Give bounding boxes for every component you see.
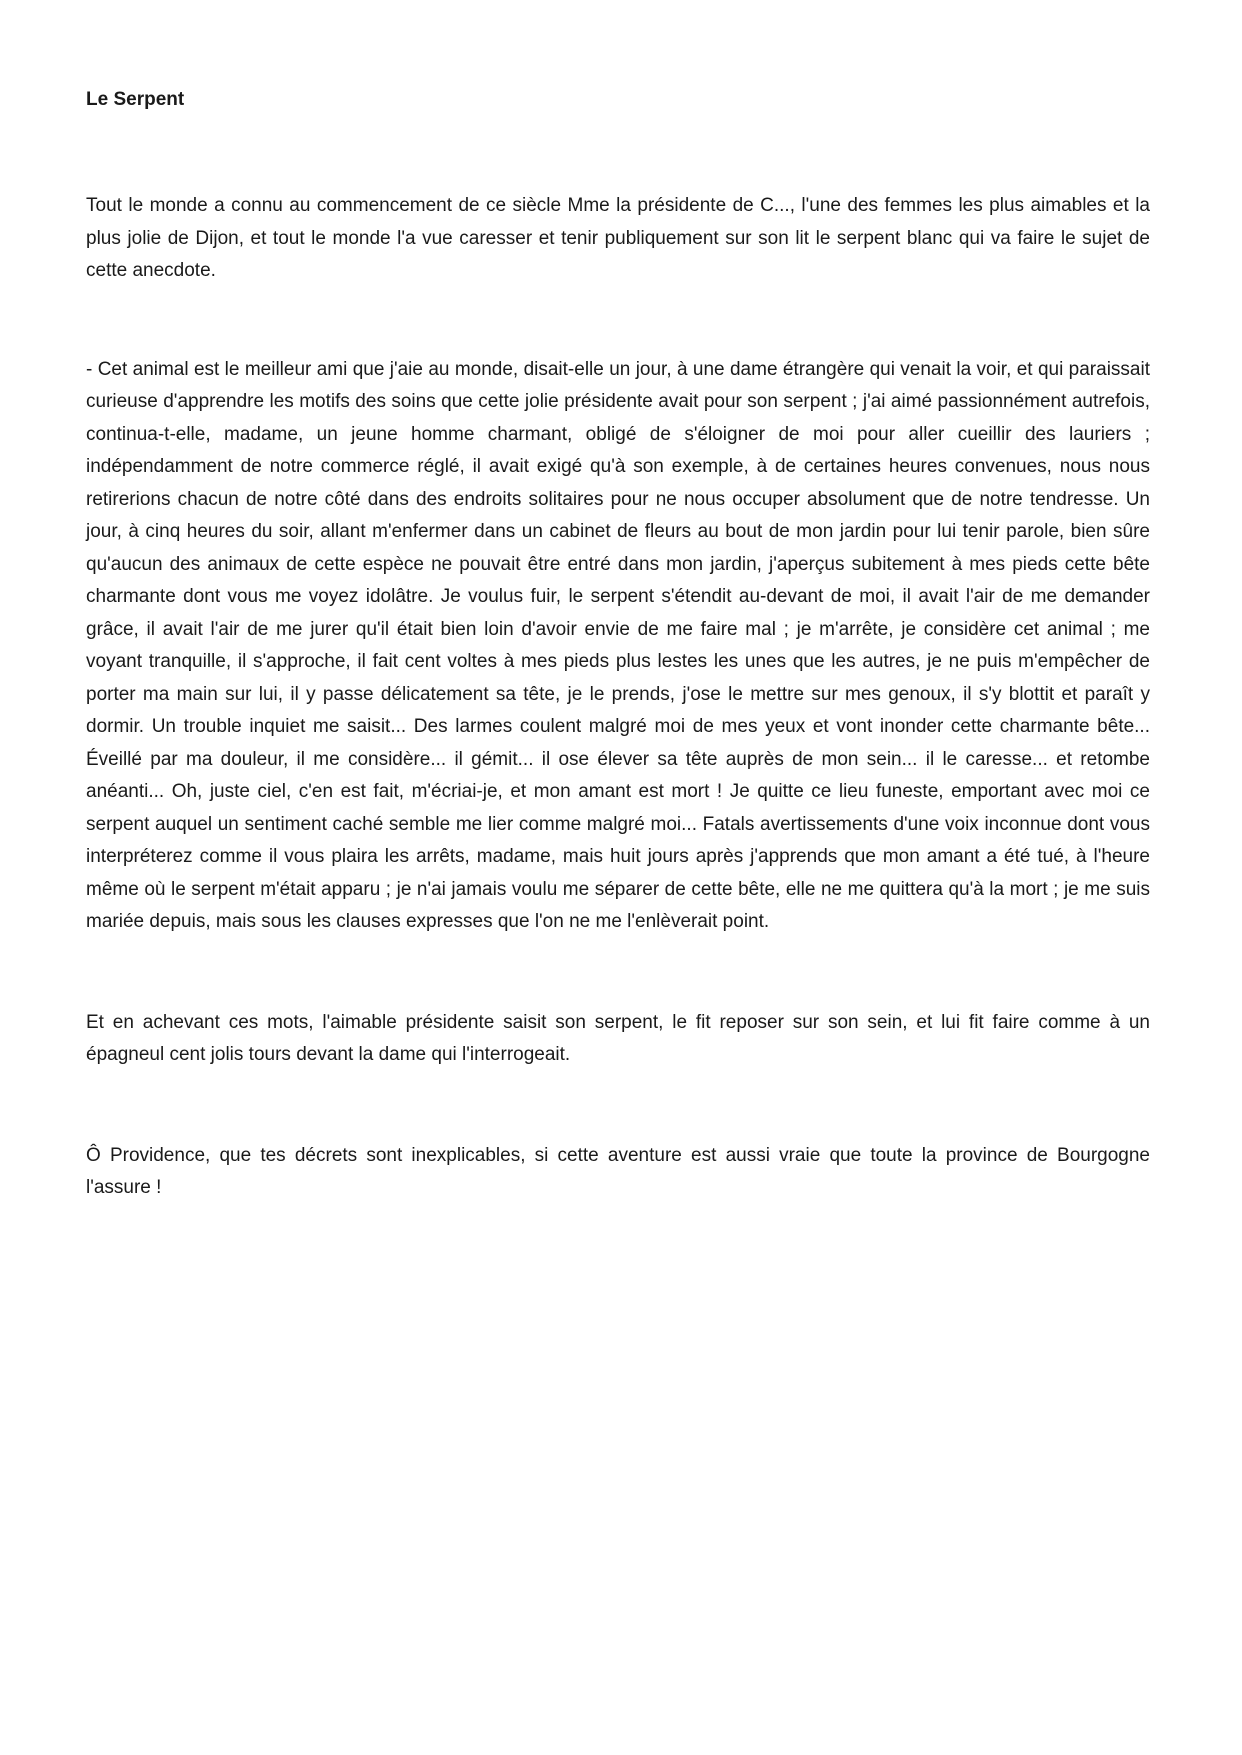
document-title: Le Serpent	[86, 89, 185, 110]
paragraph-conclusion: Et en achevant ces mots, l'aimable présidente saisit son serpent, le fit reposer sur son sein, et lui fit faire comme à un épagneul cent jolis tours devant la dame qui l'interrogeait.	[86, 1011, 1150, 1065]
paragraph-moral: Ô Providence, que tes décrets sont inexplicables, si cette aventure est aussi vraie que toute la province de Bourgogne l'assure !	[86, 1144, 1150, 1198]
paragraph-intro: Tout le monde a connu au commencement de ce siècle Mme la présidente de C..., l'une des femmes les plus aimables et la plus jolie de Dijon, et tout le monde l'a vue caresser et tenir publiquement sur son lit le serpent blanc qui va faire le sujet de cette anecdote.	[86, 195, 1150, 281]
paragraph-dialogue: - Cet animal est le meilleur ami que j'aie au monde, disait-elle un jour, à une dame étrangère qui venait la voir, et qui paraissait curieuse d'apprendre les motifs des soins que cette jolie présidente avait pour son serpent ; j'ai aimé passionnément autrefois, continua-t-elle, madame, un jeune homme charmant, obligé de s'éloigner de moi pour aller cueillir des lauriers ; indépendamment de notre commerce réglé, il avait exigé qu'à son exemple, à de certaines heures convenues, nous nous retirerions chacun de notre côté dans des endroits solitaires pour ne nous occuper absolument que de notre tendresse. Un jour, à cinq heures du soir, allant m'enfermer dans un cabinet de fleurs au bout de mon jardin pour lui tenir parole, bien sûre qu'aucun des animaux de cette espèce ne pouvait être entré dans mon jardin, j'aperçus subitement à mes pieds cette bête charmante dont vous me voyez idolâtre. Je voulus fuir, le serpent s'étendit au-devant de moi, il avait l'air de me demander grâce, il avait l'air de me jurer qu'il était bien loin d'avoir envie de me faire mal ; je m'arrête, je considère cet animal ; me voyant tranquille, il s'approche, il fait cent voltes à mes pieds plus lestes les unes que les autres, je ne puis m'empêcher de porter ma main sur lui, il y passe délicatement sa tête, je le prends, j'ose le mettre sur mes genoux, il s'y blottit et paraît y dormir. Un trouble inquiet me saisit... Des larmes coulent malgré moi de mes yeux et vont inonder cette charmante bête... Éveillé par ma douleur, il me considère... il gémit... il ose élever sa tête auprès de mon sein... il le caresse... et retombe anéanti... Oh, juste ciel, c'en est fait, m'écriai-je, et mon amant est mort ! Je quitte ce lieu funeste, emportant avec moi ce serpent auquel un sentiment caché semble me lier comme malgré moi... Fatals avertissements d'une voix inconnue dont vous interpréterez comme il vous plaira les arrêts, madame, mais huit jours après j'apprends que mon amant a été tué, à l'heure même où le serpent m'était apparu ; je n'ai jamais voulu me séparer de cette bête, elle ne me quittera qu'à la mort ; je me suis mariée depuis, mais sous les clauses expresses que l'on ne me l'enlèverait point.	[86, 358, 1150, 932]
document-body	[86, 86, 1150, 1205]
